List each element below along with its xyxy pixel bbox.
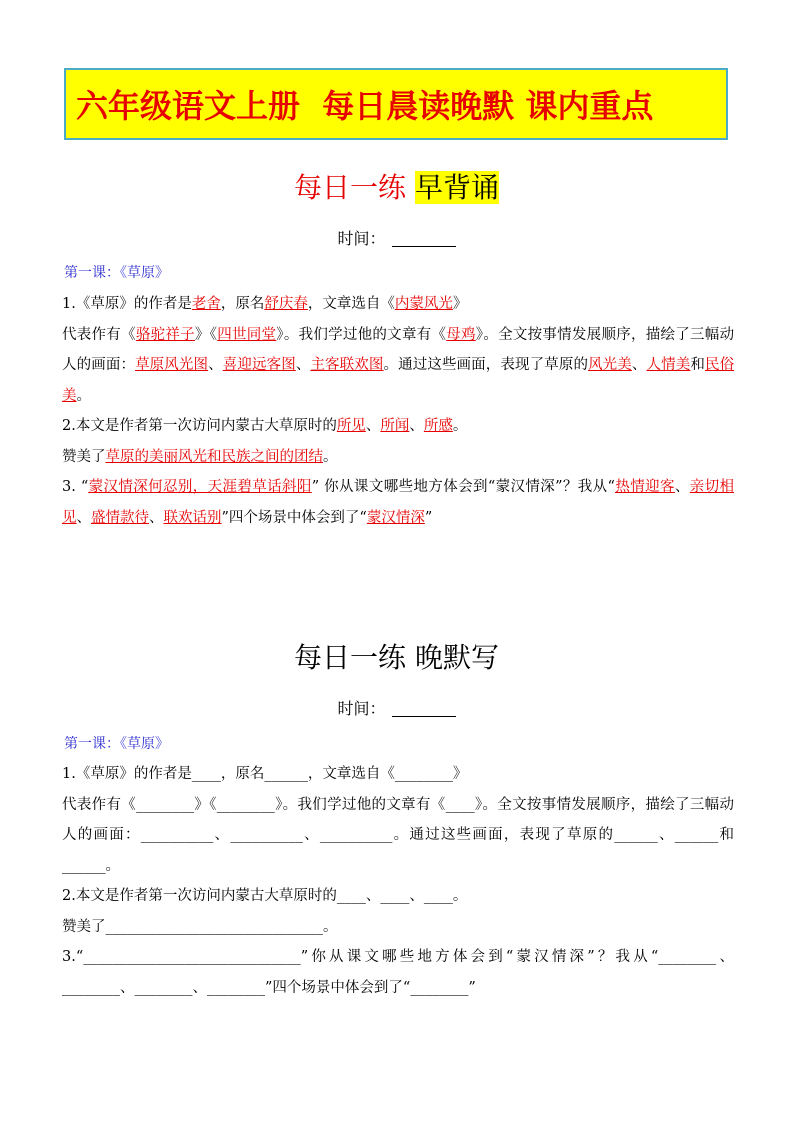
q2-blank-line2[interactable]: 赞美了______________________________。 bbox=[62, 918, 338, 935]
answer: 草原风光图 bbox=[135, 357, 209, 373]
q2-line2: 赞美了草原的美丽风光和民族之间的团结。 bbox=[62, 448, 338, 465]
answer: 热情迎客 bbox=[614, 479, 675, 495]
answer: 草原的美丽风光和民族之间的团结 bbox=[105, 448, 323, 465]
q3-blank[interactable]: 3.“______________________________”你从课文哪些地方体会到“蒙汉情深”？我从“________、________、________、________”四个场景中体会到了“________” bbox=[62, 949, 734, 996]
answer: 四世同堂 bbox=[217, 326, 277, 343]
morning-title-highlight: 早背诵 bbox=[414, 171, 499, 204]
morning-body bbox=[62, 289, 734, 533]
answer: 老舍 bbox=[191, 296, 221, 312]
answer: 民俗美 bbox=[62, 357, 735, 404]
answer: 人情美 bbox=[646, 357, 691, 373]
answer: 舒庆春 bbox=[264, 296, 308, 312]
q1-blank-line2[interactable]: 代表作有《________》《________》。我们学过他的文章有《____》。全文按事情发展顺序，描绘了三幅动人的画面：__________、__________、__________。通过这些画面，表现了草原的______、______和______。 bbox=[62, 796, 734, 874]
q2-blank-line1[interactable]: 2.本文是作者第一次访问内蒙古大草原时的____、____、____。 bbox=[62, 888, 468, 904]
time-blank[interactable] bbox=[392, 230, 456, 247]
morning-title bbox=[0, 166, 793, 206]
answer: 主客联欢图 bbox=[310, 357, 384, 373]
answer: 盛情款待 bbox=[91, 509, 149, 526]
banner-title: 六年级语文上册 每日晨读晚默 课内重点 bbox=[76, 87, 654, 125]
time-label: 时间： bbox=[337, 699, 386, 718]
header-banner bbox=[64, 68, 728, 140]
answer: 所闻 bbox=[380, 418, 410, 434]
q1-blank-line1[interactable]: 1.《草原》的作者是____，原名______，文章选自《________》 bbox=[62, 766, 468, 782]
answer: 蒙汉情深何忍别，天涯碧草话斜阳 bbox=[88, 479, 312, 495]
q2-line1: 2.本文是作者第一次访问内蒙古大草原时的所见、所闻、所感。 bbox=[62, 418, 468, 434]
q3: 3. “蒙汉情深何忍别，天涯碧草话斜阳” 你从课文哪些地方体会到“蒙汉情深”？我从“热情迎客、亲切相见、盛情款待、联欢话别”四个场景中体会到了“蒙汉情深” bbox=[62, 479, 735, 526]
time-label: 时间： bbox=[337, 229, 386, 248]
q1-line2: 代表作有《骆驼祥子》《四世同堂》。我们学过他的文章有《母鸡》。全文按事情发展顺序，描绘了三幅动人的画面：草原风光图、喜迎远客图、主客联欢图。通过这些画面，表现了草原的风光美、人情美和民俗美。 bbox=[62, 326, 735, 404]
answer: 母鸡 bbox=[446, 326, 476, 343]
evening-title: 每日一练 晚默写 bbox=[294, 641, 499, 674]
answer: 所感 bbox=[423, 418, 453, 434]
morning-lesson-heading: 第一课：《草原》 bbox=[64, 265, 169, 281]
answer: 骆驼祥子 bbox=[135, 326, 195, 343]
answer: 喜迎远客图 bbox=[222, 357, 296, 373]
answer: 联欢话别 bbox=[163, 509, 222, 526]
answer: 内蒙风光 bbox=[394, 296, 453, 312]
evening-time-field bbox=[0, 696, 793, 719]
evening-lesson-heading: 第一课：《草原》 bbox=[64, 736, 169, 752]
time-blank[interactable] bbox=[392, 700, 456, 717]
q1-line1: 1.《草原》的作者是老舍，原名舒庆春，文章选自《内蒙风光》 bbox=[62, 296, 468, 312]
answer: 所见 bbox=[336, 418, 366, 434]
morning-title-prefix: 每日一练 bbox=[294, 171, 415, 204]
morning-time-field bbox=[0, 226, 793, 249]
evening-body bbox=[62, 759, 734, 1003]
answer: 亲切相见 bbox=[62, 479, 735, 526]
answer: 蒙汉情深 bbox=[366, 509, 425, 526]
answer: 风光美 bbox=[588, 357, 632, 373]
